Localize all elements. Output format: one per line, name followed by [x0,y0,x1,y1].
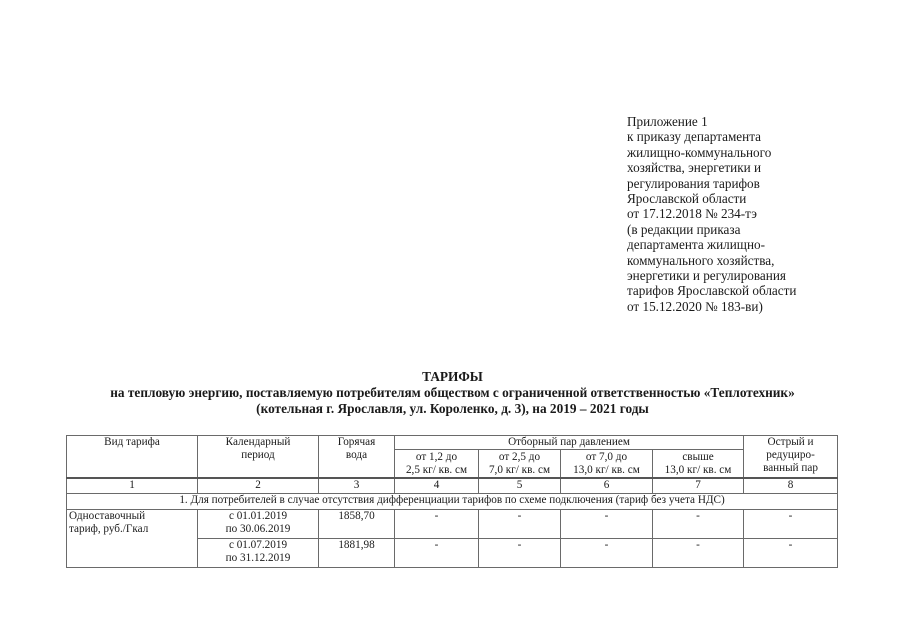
document-subtitle: на тепловую энергию, поставляемую потребителям обществом с ограниченной ответственностью «Теплотехник» [110,385,795,400]
hot-water-value: 1858,70 [319,509,395,538]
appendix-line: тарифов Ярославской области [627,283,797,299]
hot-water-value: 1881,98 [319,538,395,567]
steam-4-value: - [653,538,744,567]
appendix-line: энергетики и регулирования [627,268,786,284]
steam-4-value: - [653,509,744,538]
tariffs-table [66,435,838,568]
steam-2-value: - [479,509,561,538]
period-cell: с 01.01.2019 по 30.06.2019 [198,509,319,538]
tariff-type-cell: Одноставочный тариф, руб./Гкал [67,509,198,567]
steam-1-value: - [395,509,479,538]
appendix-note [627,114,857,314]
column-number: 7 [653,478,744,494]
table-row [67,509,838,538]
section-title: 1. Для потребителей в случае отсутствия дифференциации тарифов по схеме подключения (тариф без учета НДС) [67,493,838,509]
document-subtitle-location: (котельная г. Ярославля, ул. Короленко, д. 3), на 2019 – 2021 годы [256,401,649,416]
appendix-line: Приложение 1 [627,114,708,129]
steam-3-value: - [561,509,653,538]
appendix-line: Ярославской области [627,191,747,207]
column-number: 3 [319,478,395,494]
appendix-line: жилищно-коммунального [627,144,772,160]
column-number: 1 [67,478,198,494]
column-number: 4 [395,478,479,494]
column-number: 6 [561,478,653,494]
header-hot-water: Горячая вода [319,436,395,478]
appendix-line: хозяйства, энергетики и [627,160,762,176]
header-period: Календарный период [198,436,319,478]
steam-3-value: - [561,538,653,567]
appendix-line: департамента жилищно- [627,237,766,253]
steam-1-value: - [395,538,479,567]
appendix-line: от 15.12.2020 № 183-ви) [627,298,763,314]
header-sharp-steam: Острый и редуциро- ванный пар [744,436,838,478]
steam-2-value: - [479,538,561,567]
column-number: 5 [479,478,561,494]
sharp-steam-value: - [744,509,838,538]
header-steam-3: от 7,0 до 13,0 кг/ кв. см [561,450,653,478]
appendix-line: регулирования тарифов [627,175,760,191]
column-number: 2 [198,478,319,494]
header-steam-1: от 1,2 до 2,5 кг/ кв. см [395,450,479,478]
period-cell: с 01.07.2019 по 31.12.2019 [198,538,319,567]
appendix-line: от 17.12.2018 № 234-тэ [627,206,757,222]
header-steam-group: Отборный пар давлением [395,436,744,450]
column-number: 8 [744,478,838,494]
header-tariff-type: Вид тарифа [67,436,198,478]
sharp-steam-value: - [744,538,838,567]
column-number-row [67,478,838,494]
appendix-line: коммунального хозяйства, [627,252,775,268]
appendix-line: (в редакции приказа [627,221,741,237]
header-steam-4: свыше 13,0 кг/ кв. см [653,450,744,478]
appendix-line: к приказу департамента [627,129,761,145]
document-title: ТАРИФЫ [422,369,483,384]
header-steam-2: от 2,5 до 7,0 кг/ кв. см [479,450,561,478]
